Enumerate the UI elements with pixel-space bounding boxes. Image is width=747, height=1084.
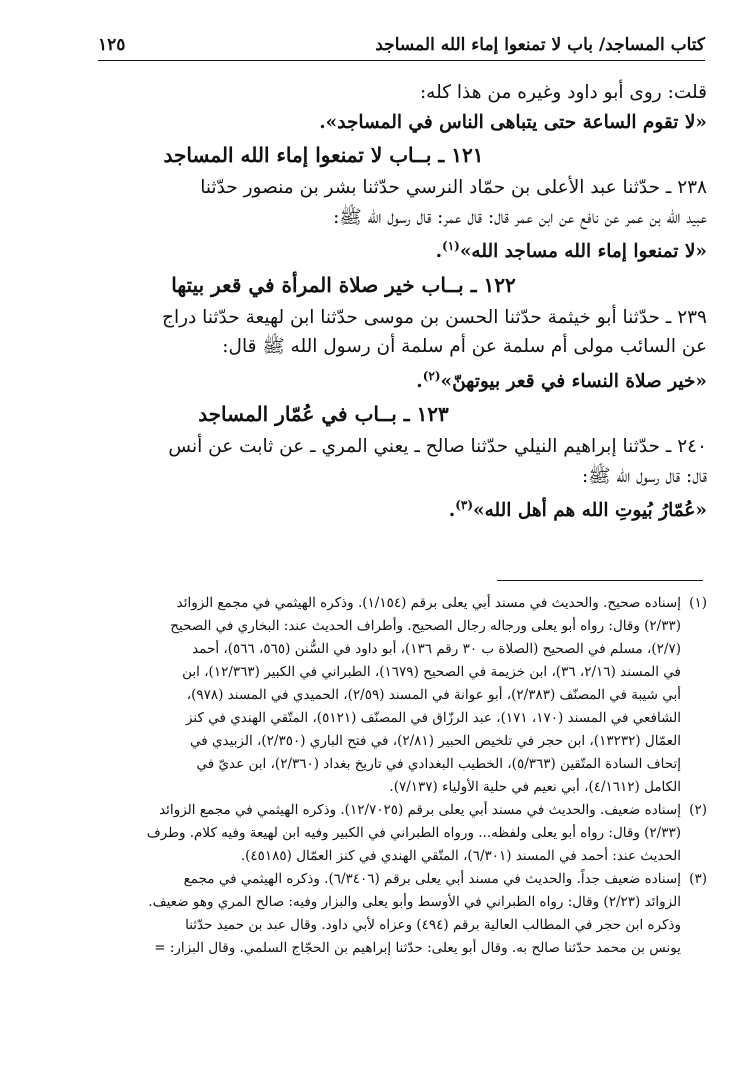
hadith-238-line-2: عبيد الله بن عمر عن نافع عن ابن عمر قال: قال عمر: قال رسول الله ﷺ: [333,206,707,228]
footnote-1-number: (١) [689,595,707,611]
hadith-239-line-1: ٢٣٩ ـ حدّثنا أبو خيثمة حدّثنا الحسن بن موسى حدّثنا ابن لهيعة حدّثنا دراج [162,306,707,328]
footnote-1-line-7: العمّال (١٣٢٣٢)، ابن حجر في تلخيص الحبير (٢/٨١)، في فتح الباري (٢/٣٥٠)، الزبيدي في [189,733,681,749]
footnote-2-line-1 [40,799,707,822]
footnote-3-line-3: وذكره ابن حجر في المطالب العالية برقم (٤٩٤) وعزاه لأبي داود. وقال عبد بن حميد حدّثنا [185,917,681,933]
footnote-3-text-1: إسناده ضعيف جداً. والحديث في مسند أبي يعلى برقم (٦/٣٤٠٦). وذكره الهيثمي في مجمع [183,871,681,887]
hadith-240-line-1: ٢٤٠ ـ حدّثنا إبراهيم النيلي حدّثنا صالح ـ يعني المري ـ عن ثابت عن أنس [168,436,707,458]
footnote-1-text-1: إسناده صحيح. والحديث في مسند أبي يعلى برقم (١/١٥٤). وذكره الهيثمي في مجمع الزوائد [176,595,681,611]
footnote-ref-3[interactable]: (٣) [455,498,474,513]
footnote-1-line-9: الكامل (٤/١٦١٢)، أبي نعيم في حلية الأولياء (٧/١٣٧). [389,779,681,795]
hadith-238-line-1: ٢٣٨ ـ حدّثنا عبد الأعلى بن حمّاد النرسي حدّثنا بشر بن منصور حدّثنا [200,177,707,198]
footnote-1-line-5: أبي شيبة في المصنّف (٢/٣٨٣)، أبو عوانة في المسند (٢/٥٩)، الحميدي في المسند (٩٧٨)، [186,687,681,703]
footnote-1-line-4: في المسند (٢/١٦، ٣٦)، ابن خزيمة في الصحيح (١٦٧٩)، الطبراني في الكبير (١٢/٣٦٣)، ابن [182,664,681,680]
footnote-1-line-2: (٢/٣٣) وقال: رواه أبو يعلى ورجاله رجال الصحيح. وأطراف الحديث عند: البخاري في الصحيح [170,618,681,634]
footnote-3-number: (٣) [689,871,707,887]
intro-line: قلت: روى أبو داود وغيره من هذا كله: [419,82,707,103]
footnote-3-line-1 [40,868,707,891]
chapter-heading-122: ١٢٢ ـ بــاب خير صلاة المرأة في قعر بيتها [171,272,516,297]
hadith-239-line-2: عن السائب مولى أم سلمة عن أم سلمة أن رسول الله ﷺ قال: [222,336,707,358]
footnote-1-line-1 [40,592,707,615]
chapter-heading-123: ١٢٣ ـ بــاب في عُمّار المساجد [198,402,449,427]
hadith-240-quote-text: «عُمّارُ بُيوتِ الله هم أهل الله» [473,500,707,522]
footnote-ref-2[interactable]: (٢) [422,368,441,383]
footnote-3-line-4: يونس بن محمد حدّثنا صالح به. وقال أبو يعلى: حدّثنا إبراهيم بن الحجّاج السلمي. وقال البزار: = [154,940,681,956]
footnote-2-text-1: إسناده ضعيف. والحديث في مسند أبي يعلى برقم (١٢/٧٠٢٥). وذكره الهيثمي في مجمع الزوائد [159,802,681,818]
running-title: كتاب المساجد/ باب لا تمنعوا إماء الله المساجد [375,35,705,55]
hadith-239-quote-text: «خير صلاة النساء في قعر بيوتهنّ» [440,370,707,392]
footnotes [40,592,707,960]
intro-quote: «لا تقوم الساعة حتى يتباهى الناس في المساجد». [319,111,707,133]
hadith-240-quote: «عُمّارُ بُيوتِ الله هم أهل الله»$^{(٣)}$. [448,498,707,522]
hadith-238-quote: «لا تمنعوا إماء الله مساجد الله»$^{(١)}$. [435,239,707,263]
footnote-2-line-3: الحديث عند: أحمد في المسند (٦/٣٠١)، المتّقي الهندي في كنز العمّال (٤٥١٨٥). [240,848,681,864]
footnote-3-line-2: الزوائد (٢/٢٣) وقال: رواه الطبراني في الأوسط وأبو يعلى والبزار وفيه: صالح المري وهو ضعيف. [148,894,681,910]
hadith-240-line-2: قال: قال رسول الله ﷺ: [581,465,707,487]
page-header [98,30,705,61]
hadith-238-quote-text: «لا تمنعوا إماء الله مساجد الله» [459,241,707,263]
footnote-2-line-2: (٢/٣٣) وقال: رواه أبو يعلى ولفظه... ورواه الطبراني في الكبير وفيه ابن لهيعة وفيه كلام. وطرف [146,825,681,841]
hadith-239-quote: «خير صلاة النساء في قعر بيوتهنّ»$^{(٢)}$. [416,368,707,392]
footnote-2-number: (٢) [689,802,707,818]
footnote-ref-1[interactable]: (١) [442,239,460,253]
footnote-1-line-8: إتحاف السادة المتّقين (٥/٣٦٣)، الخطيب البغدادي في تاريخ بغداد (٢/٣٦٠)، ابن عديّ في [196,756,681,772]
footnote-1-line-6: الشافعي في المسند (١٧٠، ١٧١)، عبد الرزّاق في المصنّف (٥١٢١)، المتّقي الهندي في كنز [185,710,681,726]
page-number: ١٢٥ [98,35,126,55]
footnote-1-line-3: (٢/٧)، مسلم في الصحيح (الصلاة ب ٣٠ رقم ١٣٦)، أبو داود في السُّنن (٥٦٥، ٥٦٦)، أحمد [192,641,681,657]
main-text [40,78,707,526]
footnote-separator [497,580,703,581]
chapter-heading-121: ١٢١ ـ بــاب لا تمنعوا إماء الله المساجد [163,143,484,167]
